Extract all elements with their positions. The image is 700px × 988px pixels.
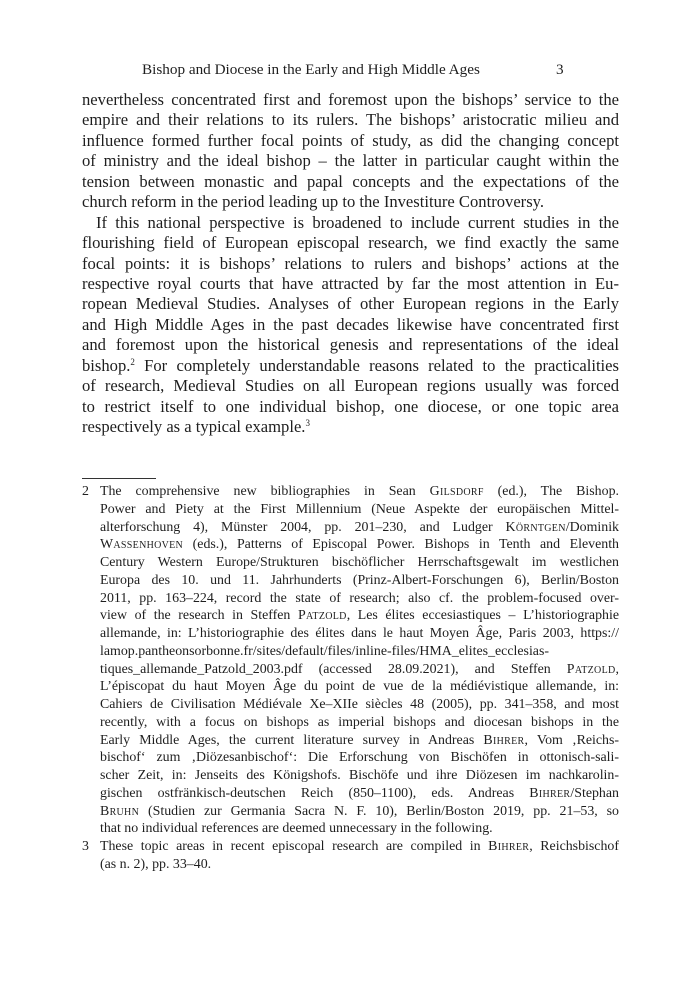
text-fragment: that no individual references are deemed unnecessary in the following. <box>100 821 493 837</box>
author-name: Bihrer <box>529 785 571 801</box>
text-line: of ministry and the ideal bishop – the latter in particular caught within the <box>82 151 619 171</box>
footnote-line <box>100 820 619 838</box>
footnote-line <box>100 590 619 608</box>
footnote-ref-2[interactable]: 2 <box>130 356 135 367</box>
author-name: Bihrer <box>488 839 530 854</box>
footnote-line <box>100 767 619 785</box>
text-fragment: bischof‘ zum ‚Diözesanbischof‘: Die Erforschung von Bischöfen in ottonisch-sali- <box>100 750 619 766</box>
author-name: Bihrer <box>483 732 525 748</box>
footnote-line <box>100 856 619 874</box>
text-fragment: (ed.), The Bishop. <box>483 484 619 499</box>
running-head-title: Bishop and Diocese in the Early and High Middle Ages <box>142 61 480 78</box>
footnote-line <box>100 696 619 714</box>
text-fragment: respectively as a typical example. <box>82 417 306 436</box>
text-fragment: 2011, pp. 163–224, record the state of research; also cf. the problem-focused over- <box>100 590 619 606</box>
text-line: and foremost upon the historical genesis and representations of the ideal <box>82 335 619 355</box>
paragraph-1 <box>82 90 619 213</box>
footnote-line <box>100 803 619 821</box>
footnote-line <box>100 643 619 661</box>
footnote-line <box>100 536 619 554</box>
text-fragment: Cahiers de Civilisation Médiévale Xe–XIIe siècles 48 (2005), pp. 341–358, and most <box>100 697 619 712</box>
text-line-with-footnote-ref <box>82 356 619 376</box>
paragraph-2 <box>82 213 619 438</box>
text-line: empire and their relations to its rulers. The bishops’ aristocratic milieu and <box>82 110 619 130</box>
text-fragment: Europa des 10. und 11. Jahrhunderts (Prinz-Albert-Forschungen 6), Berlin/Boston <box>100 572 619 588</box>
text-fragment: Century Western Europe/Strukturen bischöflicher Herrschaftsgewalt im westlichen <box>100 555 619 570</box>
text-fragment: scher Zeit, in: Jenseits des Königshofs. Bischöfe und ihre Diözesen im nachkarolin- <box>100 768 619 783</box>
footnote-line <box>100 678 619 696</box>
text-fragment: For completely understandable reasons related to the practicalities <box>134 355 619 375</box>
text-line: to restrict itself to one individual bishop, one diocese, or one topic area <box>82 396 619 416</box>
text-line: If this national perspective is broadened to include current studies in the <box>96 212 619 232</box>
text-fragment: (eds.), Patterns of Episcopal Power. Bishops in Tenth and Eleventh <box>183 537 619 553</box>
text-fragment: , Reichsbischof <box>529 839 619 854</box>
text-fragment: allemande, in: L’historiographie des élites dans le haut Moyen Âge, Paris 2003, https:// <box>100 626 619 641</box>
author-name: Bruhn <box>100 803 140 819</box>
footnote-separator <box>82 478 156 479</box>
text-line: church reform in the period leading up to the Investiture Controversy. <box>82 192 545 212</box>
text-line: of research, Medieval Studies on all European regions usually was forced <box>82 376 619 396</box>
text-line: influence formed further focal points of study, as did the changing concept <box>82 130 619 150</box>
footnote-line <box>100 749 619 767</box>
footnote-line <box>100 519 619 537</box>
text-fragment: , <box>615 661 619 677</box>
text-line: flourishing field of European episcopal research, we find exactly the same <box>82 233 619 253</box>
footnote-line <box>100 554 619 572</box>
author-name: Patzold <box>297 608 347 624</box>
text-fragment: , Vom ‚Reichs- <box>524 732 620 748</box>
footnote-line <box>100 501 619 519</box>
footnote-number: 3 <box>82 839 89 854</box>
footnote-line <box>100 625 619 643</box>
footnote-line <box>100 785 619 803</box>
text-fragment: These topic areas in recent episcopal research are compiled in <box>100 839 489 854</box>
page-number: 3 <box>556 61 564 78</box>
text-fragment: , Les élites eccesiastiques – L’historiographie <box>346 608 619 624</box>
text-fragment: (as n. 2), pp. 33–40. <box>100 856 212 872</box>
author-name: Gilsdorf <box>429 484 484 499</box>
text-fragment: gischen ostfränkisch-deutschen Reich (850–1100), eds. Andreas <box>100 785 530 801</box>
footnote-line <box>100 607 619 625</box>
text-line: and High Middle Ages in the past decades likewise have concentrated first <box>82 314 619 334</box>
text-line: focal points: it is bishops’ relations to rulers and bishops’ actions at the <box>82 253 619 273</box>
text-fragment: lamop.pantheonsorbonne.fr/sites/default/files/inline-files/HMA_elites_ecclesias- <box>100 643 550 659</box>
author-name: Körntgen <box>505 519 566 535</box>
footnotes <box>82 483 619 874</box>
footnote-line <box>100 732 619 750</box>
running-head <box>82 60 619 80</box>
text-fragment: alterforschung 4), Münster 2004, pp. 201–230, and Ludger <box>100 519 506 535</box>
text-line: tension between monastic and papal concepts and the expectations of the <box>82 171 619 191</box>
text-line-with-footnote-ref <box>82 417 619 437</box>
text-fragment: Power and Piety at the First Millennium (Neue Aspekte der europäischen Mittel- <box>100 501 619 517</box>
text-fragment: recently, with a focus on bishops as imperial bishops and diocesan bishops in the <box>100 714 619 730</box>
footnote-2 <box>82 483 619 838</box>
text-fragment: Early Middle Ages, the current literature survey in Andreas <box>100 732 484 748</box>
author-name: Patzold <box>566 661 616 677</box>
text-line: nevertheless concentrated first and foremost upon the bishops’ service to the <box>82 90 619 109</box>
footnote-line <box>100 572 619 590</box>
text-line: ropean Medieval Studies. Analyses of other European regions in the Early <box>82 294 619 314</box>
text-fragment: bishop. <box>82 355 131 375</box>
footnote-line <box>100 838 619 856</box>
text-fragment: /Stephan <box>570 785 619 801</box>
footnote-line <box>100 661 619 679</box>
footnote-3 <box>82 838 619 874</box>
footnote-line <box>100 714 619 732</box>
text-fragment: The comprehensive new bibliographies in Sean <box>100 484 430 499</box>
text-line: respective royal courts that have attracted by far the most attention in Eu- <box>82 273 619 293</box>
text-fragment: /Dominik <box>565 519 619 535</box>
text-fragment: L’épiscopat du haut Moyen Âge du point de vue de la médiévistique allemande, in: <box>100 679 619 695</box>
footnote-number: 2 <box>82 484 89 499</box>
text-fragment: (Studien zur Germania Sacra N. F. 10), Berlin/Boston 2019, pp. 21–53, so <box>139 803 619 819</box>
text-fragment: view of the research in Steffen <box>100 608 298 624</box>
footnote-ref-3[interactable]: 3 <box>305 418 310 428</box>
footnote-line <box>100 483 619 501</box>
text-fragment: tiques_allemande_Patzold_2003.pdf (accessed 28.09.2021), and Steffen <box>100 661 567 677</box>
body-text <box>82 90 619 437</box>
author-name: Wassenhoven <box>100 537 184 553</box>
